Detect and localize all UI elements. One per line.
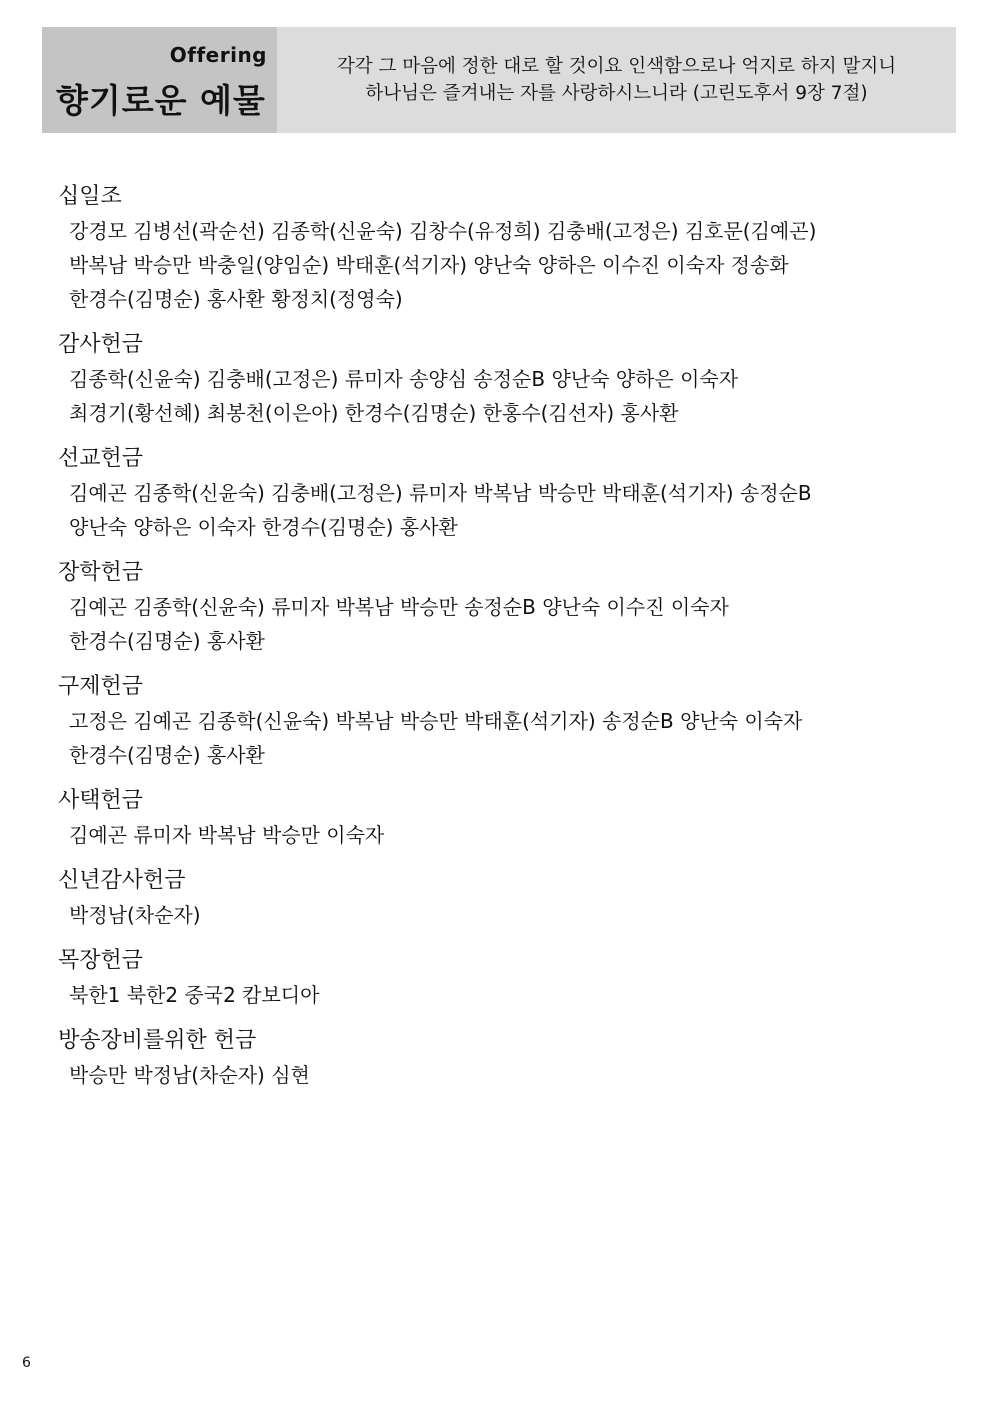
- page-number: 6: [22, 1355, 31, 1371]
- verse-line-2: 하나님은 즐겨내는 자를 사랑하시느니라 (고린도후서 9장 7절): [365, 83, 868, 104]
- section-tithe: [58, 180, 938, 316]
- section-parsonage: [58, 784, 938, 852]
- section-title: 방송장비를위한 헌금: [58, 1028, 257, 1053]
- donor-line: 고정은 김예곤 김종학(신윤숙) 박복남 박승만 박태훈(석기자) 송정순B 양난숙 이숙자: [69, 709, 803, 733]
- donor-line: 북한1 북한2 중국2 캄보디아: [69, 983, 320, 1007]
- donor-line: 한경수(김명순) 홍사환: [69, 629, 265, 653]
- donor-line: 김예곤 류미자 박복남 박승만 이숙자: [69, 823, 385, 847]
- donor-line: 김종학(신윤숙) 김충배(고정은) 류미자 송양심 송정순B 양난숙 양하은 이숙자: [69, 367, 739, 391]
- header-banner: [42, 27, 956, 133]
- section-scholarship: [58, 556, 938, 658]
- donor-line: 박정남(차순자): [69, 903, 201, 927]
- header-title-block: [42, 27, 277, 133]
- donor-line: 김예곤 김종학(신윤숙) 김충배(고정은) 류미자 박복남 박승만 박태훈(석기자) 송정순B: [69, 481, 812, 505]
- offering-list: [58, 180, 938, 1104]
- section-title: 선교헌금: [58, 446, 144, 471]
- donor-line: 한경수(김명순) 홍사환 황정치(정영숙): [69, 287, 403, 311]
- donor-line: 박복남 박승만 박충일(양임순) 박태훈(석기자) 양난숙 양하은 이수진 이숙자 정송화: [69, 253, 789, 277]
- section-title: 신년감사헌금: [58, 868, 186, 893]
- section-relief: [58, 670, 938, 772]
- section-title: 감사헌금: [58, 332, 144, 357]
- section-title: 십일조: [58, 184, 122, 209]
- donor-line: 김예곤 김종학(신윤숙) 류미자 박복남 박승만 송정순B 양난숙 이수진 이숙자: [69, 595, 729, 619]
- section-mission: [58, 442, 938, 544]
- page-title: 향기로운 예물: [56, 81, 266, 120]
- section-title: 목장헌금: [58, 948, 144, 973]
- donor-line: 박승만 박정남(차순자) 심현: [69, 1063, 310, 1087]
- section-new-year-thanksgiving: [58, 864, 938, 932]
- verse-line-1: 각각 그 마음에 정한 대로 할 것이요 인색함으로나 억지로 하지 말지니: [336, 56, 897, 77]
- section-title: 사택헌금: [58, 788, 144, 813]
- section-broadcast-equipment: [58, 1024, 938, 1092]
- offering-label: Offering: [169, 43, 267, 67]
- section-title: 장학헌금: [58, 560, 144, 585]
- donor-line: 최경기(황선혜) 최봉천(이은아) 한경수(김명순) 한홍수(김선자) 홍사환: [69, 401, 679, 425]
- section-thanksgiving: [58, 328, 938, 430]
- donor-line: 강경모 김병선(곽순선) 김종학(신윤숙) 김창수(유정희) 김충배(고정은) 김호문(김예곤): [69, 219, 817, 243]
- section-title: 구제헌금: [58, 674, 144, 699]
- section-cell-group: [58, 944, 938, 1012]
- scripture-verse: [277, 53, 956, 107]
- donor-line: 한경수(김명순) 홍사환: [69, 743, 265, 767]
- donor-line: 양난숙 양하은 이숙자 한경수(김명순) 홍사환: [69, 515, 458, 539]
